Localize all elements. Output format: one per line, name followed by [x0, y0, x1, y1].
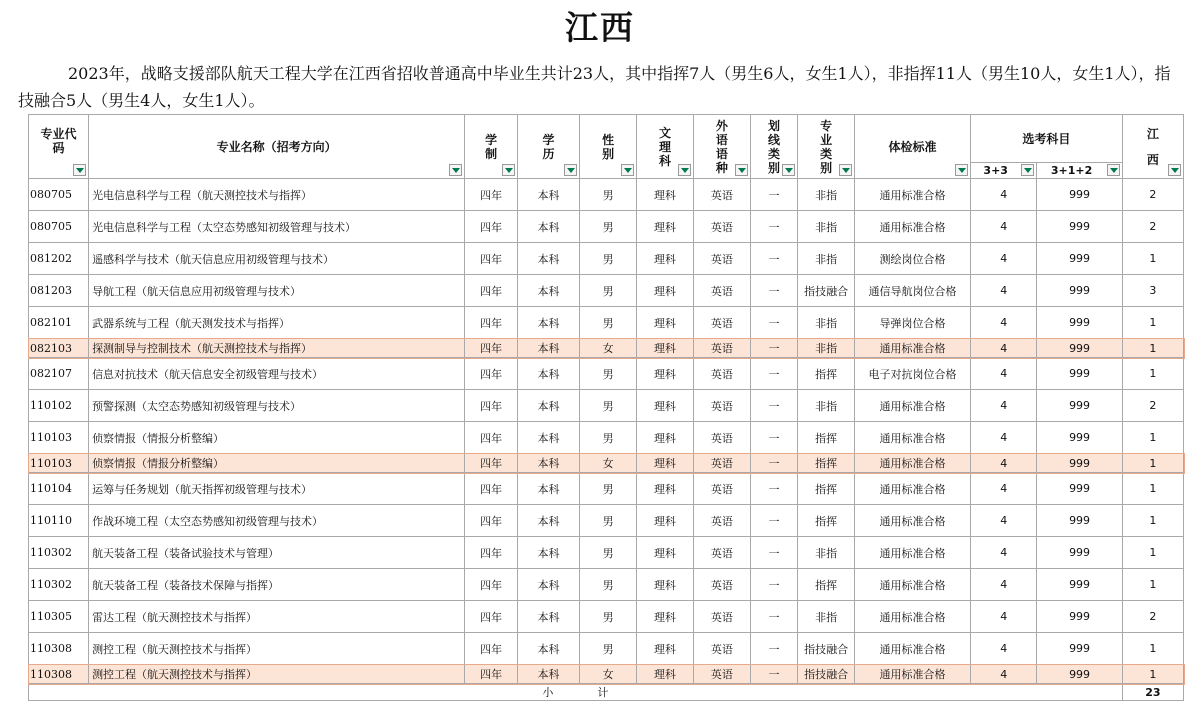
subtotal-label: 小 计: [29, 684, 1123, 701]
cell-track: 理科: [637, 454, 694, 473]
table-row: [29, 633, 1184, 665]
cell-duration: 四年: [465, 569, 518, 601]
header-language: 外语语种: [693, 115, 750, 179]
cell-subject-3plus1plus2: 999: [1037, 422, 1122, 454]
cell-subject-3plus3: 4: [971, 422, 1037, 454]
cell-physical-standard: 通用标准合格: [855, 454, 971, 473]
cell-duration: 四年: [465, 358, 518, 390]
cell-physical-standard: 通信导航岗位合格: [855, 275, 971, 307]
table-row: [29, 358, 1184, 390]
cell-count: 1: [1122, 665, 1183, 684]
cell-duration: 四年: [465, 601, 518, 633]
cell-physical-standard: 通用标准合格: [855, 339, 971, 358]
header-province: 江西: [1122, 115, 1183, 179]
cell-subject-3plus1plus2: 999: [1037, 390, 1122, 422]
cell-duration: 四年: [465, 243, 518, 275]
cell-subject-3plus1plus2: 999: [1037, 633, 1122, 665]
cell-track: 理科: [637, 390, 694, 422]
table-row: [29, 390, 1184, 422]
page-title: 江西: [565, 8, 635, 47]
cell-gender: 男: [580, 505, 637, 537]
cell-duration: 四年: [465, 473, 518, 505]
cell-gender: 男: [580, 422, 637, 454]
cell-subject-3plus3: 4: [971, 275, 1037, 307]
cell-degree: 本科: [517, 454, 579, 473]
cell-line-category: 一: [750, 569, 797, 601]
cell-major-name: 信息对抗技术（航天信息安全初级管理与技术）: [89, 358, 465, 390]
cell-duration: 四年: [465, 211, 518, 243]
cell-subject-3plus1plus2: 999: [1037, 505, 1122, 537]
cell-major-category: 指挥: [798, 422, 855, 454]
cell-track: 理科: [637, 569, 694, 601]
cell-physical-standard: 通用标准合格: [855, 211, 971, 243]
table-body: [29, 179, 1184, 684]
cell-physical-standard: 电子对抗岗位合格: [855, 358, 971, 390]
cell-degree: 本科: [517, 179, 579, 211]
cell-count: 2: [1122, 179, 1183, 211]
cell-subject-3plus1plus2: 999: [1037, 243, 1122, 275]
cell-physical-standard: 通用标准合格: [855, 390, 971, 422]
cell-line-category: 一: [750, 358, 797, 390]
cell-count: 1: [1122, 569, 1183, 601]
cell-major-category: 指挥: [798, 505, 855, 537]
cell-duration: 四年: [465, 275, 518, 307]
cell-subject-3plus3: 4: [971, 505, 1037, 537]
cell-subject-3plus3: 4: [971, 633, 1037, 665]
cell-language: 英语: [693, 473, 750, 505]
cell-subject-3plus3: 4: [971, 390, 1037, 422]
cell-track: 理科: [637, 601, 694, 633]
cell-language: 英语: [693, 275, 750, 307]
cell-major-name: 预警探测（太空态势感知初级管理与技术）: [89, 390, 465, 422]
cell-degree: 本科: [517, 243, 579, 275]
filter-dropdown-icon[interactable]: [782, 164, 795, 176]
cell-major-category: 非指: [798, 339, 855, 358]
cell-major-name: 武器系统与工程（航天测发技术与指挥）: [89, 307, 465, 339]
cell-physical-standard: 通用标准合格: [855, 179, 971, 211]
cell-code: 080705: [29, 211, 89, 243]
cell-degree: 本科: [517, 390, 579, 422]
filter-dropdown-icon[interactable]: [839, 164, 852, 176]
cell-subject-3plus3: 4: [971, 358, 1037, 390]
cell-code: 110308: [29, 665, 89, 684]
cell-major-category: 非指: [798, 179, 855, 211]
table-row: [29, 473, 1184, 505]
cell-degree: 本科: [517, 601, 579, 633]
cell-code: 080705: [29, 179, 89, 211]
cell-physical-standard: 通用标准合格: [855, 601, 971, 633]
cell-line-category: 一: [750, 179, 797, 211]
cell-major-category: 非指: [798, 537, 855, 569]
cell-line-category: 一: [750, 601, 797, 633]
cell-count: 1: [1122, 473, 1183, 505]
cell-count: 3: [1122, 275, 1183, 307]
table-row: [29, 569, 1184, 601]
cell-language: 英语: [693, 569, 750, 601]
cell-major-name: 测控工程（航天测控技术与指挥）: [89, 633, 465, 665]
cell-degree: 本科: [517, 569, 579, 601]
header-physical-standard: 体检标准: [855, 115, 971, 179]
cell-code: 082103: [29, 339, 89, 358]
cell-count: 1: [1122, 358, 1183, 390]
cell-subject-3plus3: 4: [971, 243, 1037, 275]
cell-line-category: 一: [750, 665, 797, 684]
cell-language: 英语: [693, 211, 750, 243]
cell-line-category: 一: [750, 390, 797, 422]
table-row: [29, 601, 1184, 633]
cell-major-name: 航天装备工程（装备技术保障与指挥）: [89, 569, 465, 601]
cell-count: 1: [1122, 537, 1183, 569]
table-row: [29, 275, 1184, 307]
cell-major-category: 非指: [798, 307, 855, 339]
cell-physical-standard: 通用标准合格: [855, 633, 971, 665]
cell-code: 110102: [29, 390, 89, 422]
cell-degree: 本科: [517, 537, 579, 569]
cell-track: 理科: [637, 358, 694, 390]
header-subject-3plus3: 3+3: [971, 163, 1037, 179]
cell-physical-standard: 通用标准合格: [855, 537, 971, 569]
cell-gender: 男: [580, 601, 637, 633]
cell-major-category: 非指: [798, 390, 855, 422]
cell-gender: 男: [580, 390, 637, 422]
table-row: [29, 665, 1184, 684]
cell-duration: 四年: [465, 665, 518, 684]
cell-physical-standard: 通用标准合格: [855, 473, 971, 505]
cell-language: 英语: [693, 633, 750, 665]
cell-count: 2: [1122, 211, 1183, 243]
cell-physical-standard: 导弹岗位合格: [855, 307, 971, 339]
cell-language: 英语: [693, 339, 750, 358]
cell-subject-3plus1plus2: 999: [1037, 601, 1122, 633]
cell-subject-3plus1plus2: 999: [1037, 665, 1122, 684]
cell-gender: 女: [580, 339, 637, 358]
cell-major-name: 侦察情报（情报分析整编）: [89, 454, 465, 473]
cell-count: 1: [1122, 307, 1183, 339]
cell-track: 理科: [637, 633, 694, 665]
cell-line-category: 一: [750, 339, 797, 358]
cell-degree: 本科: [517, 339, 579, 358]
cell-subject-3plus1plus2: 999: [1037, 473, 1122, 505]
cell-gender: 男: [580, 179, 637, 211]
cell-degree: 本科: [517, 307, 579, 339]
cell-major-category: 指技融合: [798, 275, 855, 307]
cell-duration: 四年: [465, 422, 518, 454]
cell-subject-3plus3: 4: [971, 179, 1037, 211]
cell-line-category: 一: [750, 211, 797, 243]
table-row: [29, 211, 1184, 243]
cell-track: 理科: [637, 307, 694, 339]
filter-dropdown-icon[interactable]: [449, 164, 462, 176]
cell-count: 1: [1122, 339, 1183, 358]
cell-language: 英语: [693, 505, 750, 537]
cell-physical-standard: 通用标准合格: [855, 569, 971, 601]
cell-line-category: 一: [750, 473, 797, 505]
cell-gender: 男: [580, 633, 637, 665]
filter-dropdown-icon[interactable]: [735, 164, 748, 176]
cell-language: 英语: [693, 390, 750, 422]
cell-code: 110305: [29, 601, 89, 633]
cell-physical-standard: 测绘岗位合格: [855, 243, 971, 275]
filter-dropdown-icon[interactable]: [955, 164, 968, 176]
cell-language: 英语: [693, 179, 750, 211]
header-code: 专业代码: [29, 115, 89, 179]
cell-code: 110308: [29, 633, 89, 665]
cell-gender: 男: [580, 569, 637, 601]
cell-track: 理科: [637, 505, 694, 537]
cell-major-category: 指挥: [798, 569, 855, 601]
cell-language: 英语: [693, 243, 750, 275]
cell-gender: 男: [580, 473, 637, 505]
cell-duration: 四年: [465, 339, 518, 358]
table-row: [29, 537, 1184, 569]
cell-degree: 本科: [517, 473, 579, 505]
cell-subject-3plus3: 4: [971, 307, 1037, 339]
cell-code: 110110: [29, 505, 89, 537]
table-row: [29, 307, 1184, 339]
cell-subject-3plus3: 4: [971, 665, 1037, 684]
cell-subject-3plus1plus2: 999: [1037, 211, 1122, 243]
filter-dropdown-icon[interactable]: [621, 164, 634, 176]
header-name: 专业名称（招考方向）: [89, 115, 465, 179]
cell-track: 理科: [637, 243, 694, 275]
cell-line-category: 一: [750, 243, 797, 275]
cell-subject-3plus3: 4: [971, 211, 1037, 243]
cell-subject-3plus1plus2: 999: [1037, 339, 1122, 358]
cell-track: 理科: [637, 422, 694, 454]
cell-major-name: 运筹与任务规划（航天指挥初级管理与技术）: [89, 473, 465, 505]
header-track: 文理科: [637, 115, 694, 179]
filter-dropdown-icon[interactable]: [1021, 164, 1034, 176]
cell-language: 英语: [693, 454, 750, 473]
header-degree: 学历: [517, 115, 579, 179]
cell-major-category: 指技融合: [798, 665, 855, 684]
cell-subject-3plus1plus2: 999: [1037, 275, 1122, 307]
cell-major-name: 雷达工程（航天测控技术与指挥）: [89, 601, 465, 633]
table-row: [29, 339, 1184, 358]
cell-language: 英语: [693, 422, 750, 454]
cell-code: 110104: [29, 473, 89, 505]
cell-track: 理科: [637, 275, 694, 307]
cell-line-category: 一: [750, 537, 797, 569]
cell-language: 英语: [693, 537, 750, 569]
cell-major-category: 指技融合: [798, 633, 855, 665]
cell-duration: 四年: [465, 307, 518, 339]
cell-count: 1: [1122, 454, 1183, 473]
subtotal-value: 23: [1122, 684, 1183, 701]
cell-degree: 本科: [517, 211, 579, 243]
cell-track: 理科: [637, 473, 694, 505]
filter-dropdown-icon[interactable]: [564, 164, 577, 176]
cell-degree: 本科: [517, 422, 579, 454]
cell-major-category: 非指: [798, 211, 855, 243]
cell-track: 理科: [637, 665, 694, 684]
cell-gender: 女: [580, 665, 637, 684]
cell-degree: 本科: [517, 665, 579, 684]
cell-language: 英语: [693, 307, 750, 339]
table-row: [29, 454, 1184, 473]
table-row: [29, 505, 1184, 537]
cell-count: 1: [1122, 422, 1183, 454]
cell-track: 理科: [637, 339, 694, 358]
cell-major-name: 测控工程（航天测控技术与指挥）: [89, 665, 465, 684]
cell-duration: 四年: [465, 505, 518, 537]
header-gender: 性别: [580, 115, 637, 179]
cell-count: 2: [1122, 390, 1183, 422]
cell-line-category: 一: [750, 422, 797, 454]
cell-duration: 四年: [465, 179, 518, 211]
cell-language: 英语: [693, 601, 750, 633]
cell-duration: 四年: [465, 633, 518, 665]
cell-subject-3plus1plus2: 999: [1037, 454, 1122, 473]
header-line-category: 划线类别: [750, 115, 797, 179]
cell-gender: 男: [580, 537, 637, 569]
cell-gender: 男: [580, 307, 637, 339]
cell-language: 英语: [693, 665, 750, 684]
cell-gender: 男: [580, 211, 637, 243]
cell-physical-standard: 通用标准合格: [855, 505, 971, 537]
cell-subject-3plus3: 4: [971, 473, 1037, 505]
cell-major-name: 侦察情报（情报分析整编）: [89, 422, 465, 454]
cell-subject-3plus3: 4: [971, 537, 1037, 569]
cell-major-name: 遥感科学与技术（航天信息应用初级管理与技术）: [89, 243, 465, 275]
cell-track: 理科: [637, 179, 694, 211]
cell-major-name: 光电信息科学与工程（太空态势感知初级管理与技术）: [89, 211, 465, 243]
cell-count: 2: [1122, 601, 1183, 633]
filter-dropdown-icon[interactable]: [1107, 164, 1120, 176]
cell-line-category: 一: [750, 633, 797, 665]
cell-duration: 四年: [465, 390, 518, 422]
cell-code: 110302: [29, 569, 89, 601]
table-row: [29, 179, 1184, 211]
cell-gender: 女: [580, 454, 637, 473]
header-major-category: 专业类别: [798, 115, 855, 179]
cell-degree: 本科: [517, 505, 579, 537]
cell-major-name: 导航工程（航天信息应用初级管理与技术）: [89, 275, 465, 307]
enrollment-table: [28, 114, 1184, 701]
cell-code: 110302: [29, 537, 89, 569]
cell-subject-3plus1plus2: 999: [1037, 358, 1122, 390]
filter-dropdown-icon[interactable]: [1168, 164, 1181, 176]
cell-gender: 男: [580, 243, 637, 275]
cell-major-category: 非指: [798, 601, 855, 633]
cell-subject-3plus3: 4: [971, 454, 1037, 473]
cell-subject-3plus1plus2: 999: [1037, 537, 1122, 569]
cell-duration: 四年: [465, 454, 518, 473]
cell-code: 081202: [29, 243, 89, 275]
intro-paragraph: 2023年，战略支援部队航天工程大学在江西省招收普通高中毕业生共计23人，其中指挥7人（男生6人，女生1人），非指挥11人（男生10人，女生1人），指技融合5人（男生4人，女生1人）。: [18, 64, 1171, 110]
cell-major-name: 航天装备工程（装备试验技术与管理）: [89, 537, 465, 569]
header-subject-3plus1plus2: 3+1+2: [1037, 163, 1122, 179]
cell-major-category: 指挥: [798, 358, 855, 390]
cell-major-category: 指挥: [798, 454, 855, 473]
cell-line-category: 一: [750, 275, 797, 307]
cell-gender: 男: [580, 358, 637, 390]
cell-subject-3plus3: 4: [971, 569, 1037, 601]
cell-count: 1: [1122, 505, 1183, 537]
cell-code: 081203: [29, 275, 89, 307]
header-duration: 学制: [465, 115, 518, 179]
cell-degree: 本科: [517, 633, 579, 665]
cell-code: 110103: [29, 422, 89, 454]
cell-track: 理科: [637, 211, 694, 243]
cell-physical-standard: 通用标准合格: [855, 665, 971, 684]
cell-major-category: 指挥: [798, 473, 855, 505]
cell-code: 082107: [29, 358, 89, 390]
cell-duration: 四年: [465, 537, 518, 569]
cell-subject-3plus3: 4: [971, 601, 1037, 633]
cell-code: 110103: [29, 454, 89, 473]
cell-line-category: 一: [750, 454, 797, 473]
cell-gender: 男: [580, 275, 637, 307]
cell-language: 英语: [693, 358, 750, 390]
cell-line-category: 一: [750, 505, 797, 537]
cell-code: 082101: [29, 307, 89, 339]
cell-physical-standard: 通用标准合格: [855, 422, 971, 454]
cell-count: 1: [1122, 243, 1183, 275]
cell-subject-3plus1plus2: 999: [1037, 179, 1122, 211]
cell-major-name: 作战环境工程（太空态势感知初级管理与技术）: [89, 505, 465, 537]
cell-line-category: 一: [750, 307, 797, 339]
cell-major-category: 非指: [798, 243, 855, 275]
cell-major-name: 光电信息科学与工程（航天测控技术与指挥）: [89, 179, 465, 211]
header-elective-subjects: 选考科目: [971, 115, 1123, 163]
cell-subject-3plus1plus2: 999: [1037, 307, 1122, 339]
cell-track: 理科: [637, 537, 694, 569]
filter-dropdown-icon[interactable]: [73, 164, 86, 176]
cell-subject-3plus1plus2: 999: [1037, 569, 1122, 601]
table-row: [29, 422, 1184, 454]
cell-degree: 本科: [517, 358, 579, 390]
table-row: [29, 243, 1184, 275]
cell-degree: 本科: [517, 275, 579, 307]
cell-major-name: 探测制导与控制技术（航天测控技术与指挥）: [89, 339, 465, 358]
filter-dropdown-icon[interactable]: [678, 164, 691, 176]
filter-dropdown-icon[interactable]: [502, 164, 515, 176]
cell-count: 1: [1122, 633, 1183, 665]
cell-subject-3plus3: 4: [971, 339, 1037, 358]
